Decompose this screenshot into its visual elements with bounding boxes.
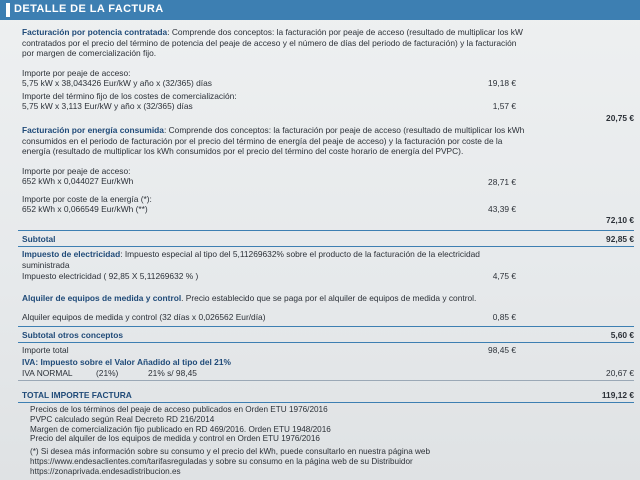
alquiler-title: Alquiler de equipos de medida y control xyxy=(22,293,182,303)
divider xyxy=(18,230,634,231)
potencia-title: Facturación por potencia contratada xyxy=(22,27,168,37)
potencia-item1-calc: 5,75 kW x 38,043426 Eur/kW y año x (32/365) días xyxy=(22,78,212,88)
energia-item1-calc: 652 kWh x 0,044027 Eur/kWh xyxy=(22,176,134,186)
potencia-item2-label: Importe del término fijo de los costes de comercialización: xyxy=(22,91,237,101)
subtotal-otros-amount: 5,60 € xyxy=(610,330,634,340)
divider xyxy=(18,246,634,247)
energia-title: Facturación por energía consumida xyxy=(22,125,164,135)
subtotal-label: Subtotal xyxy=(22,234,56,244)
energia-item1-amount: 28,71 € xyxy=(488,177,516,187)
potencia-description xyxy=(22,27,632,59)
header-accent-bar xyxy=(6,3,10,17)
legal-note: Precio del alquiler de los equipos de medida y control en Orden ETU 1976/2016 xyxy=(30,434,320,444)
impuesto-description xyxy=(22,249,632,270)
potencia-total: 20,75 € xyxy=(606,113,634,123)
divider xyxy=(18,342,634,343)
impuesto-title: Impuesto de electricidad xyxy=(22,249,121,259)
subtotal-otros-label: Subtotal otros conceptos xyxy=(22,330,123,340)
impuesto-desc-line2: suministrada xyxy=(22,259,70,270)
iva-row-label: IVA NORMAL xyxy=(22,368,73,378)
divider xyxy=(18,402,634,403)
potencia-item2-amount: 1,57 € xyxy=(492,101,516,111)
iva-amount: 20,67 € xyxy=(606,368,634,378)
impuesto-desc-line1: : Impuesto especial al tipo del 5,11269632% sobre el producto de la facturación de la electricidad xyxy=(120,249,480,259)
potencia-desc-line1: : Comprende dos conceptos: la facturación por peaje de acceso (resultado de multiplicar los kW xyxy=(167,27,523,37)
legal-notes xyxy=(30,405,630,444)
energia-description xyxy=(22,125,632,157)
energia-item2-label: Importe por coste de la energía (*): xyxy=(22,194,152,204)
alquiler-description xyxy=(22,293,476,304)
energia-desc-line1: : Comprende dos conceptos: la facturación por peaje de acceso (resultado de multiplicar los kWh xyxy=(163,125,525,135)
subtotal-amount: 92,85 € xyxy=(606,234,634,244)
potencia-item1-amount: 19,18 € xyxy=(488,78,516,88)
footnote-link-clientes[interactable]: https://www.endesaclientes.com/tarifasreguladas y sobre su consumo en la página web de su Distribuidor xyxy=(30,457,413,466)
iva-row-base: 21% s/ 98,45 xyxy=(148,368,197,378)
potencia-item2-calc: 5,75 kW x 3,113 Eur/kW y año x (32/365) días xyxy=(22,101,193,111)
alquiler-calc: Alquiler equipos de medida y control (32 días x 0,026562 Eur/día) xyxy=(22,312,266,322)
importe-total-label: Importe total xyxy=(22,345,69,355)
legal-note: Precios de los términos del peaje de acceso publicados en Orden ETU 1976/2016 xyxy=(30,405,328,414)
divider xyxy=(18,326,634,327)
footnote-link-distribuidor[interactable]: https://zonaprivada.endesadistribucion.es xyxy=(30,467,181,476)
section-header xyxy=(0,0,640,20)
iva-title: IVA: Impuesto sobre el Valor Añadido al tipo del 21% xyxy=(22,357,231,367)
legal-note: PVPC calculado según Real Decreto RD 216/2014 xyxy=(30,414,215,424)
impuesto-calc: Impuesto electricidad ( 92,85 X 5,11269632 % ) xyxy=(22,271,199,281)
iva-row-pct: (21%) xyxy=(96,368,119,378)
alquiler-amount: 0,85 € xyxy=(492,312,516,322)
importe-total-amount: 98,45 € xyxy=(488,345,516,355)
footnote-line: (*) Si desea más información sobre su consumo y el precio del kWh, puede consultarlo en nuestra página web xyxy=(30,447,431,456)
total-factura-label: TOTAL IMPORTE FACTURA xyxy=(22,390,132,400)
potencia-item1-label: Importe por peaje de acceso: xyxy=(22,68,131,78)
footnote xyxy=(30,447,630,477)
impuesto-amount: 4,75 € xyxy=(492,271,516,281)
energia-item2-amount: 43,39 € xyxy=(488,204,516,214)
energia-desc-line3: energía (resultado de multiplicar los kWh consumidos por el precio del término del coste horario de energía del PVPC). xyxy=(22,146,464,156)
potencia-desc-line2: contratados por el precio del término de potencia del peaje de acceso y el número de días del periodo de facturación) y la facturación xyxy=(22,37,517,48)
legal-note: Margen de comercialización fijo publicado en RD 469/2016. Orden ETU 1948/2016 xyxy=(30,424,331,434)
energia-total: 72,10 € xyxy=(606,215,634,225)
header-title: DETALLE DE LA FACTURA xyxy=(14,3,164,15)
energia-desc-line2: consumidos en el periodo de facturación por el precio del término de energía del peaje de acceso) y la facturación por coste de la xyxy=(22,135,503,146)
alquiler-desc: . Precio establecido que se paga por el alquiler de equipos de medida y control. xyxy=(181,293,477,303)
potencia-desc-line3: por margen de comercialización fijo. xyxy=(22,48,157,58)
total-factura-amount: 119,12 € xyxy=(601,390,634,400)
energia-item1-label: Importe por peaje de acceso: xyxy=(22,166,131,176)
divider xyxy=(18,380,634,381)
energia-item2-calc: 652 kWh x 0,066549 Eur/kWh (**) xyxy=(22,204,148,214)
